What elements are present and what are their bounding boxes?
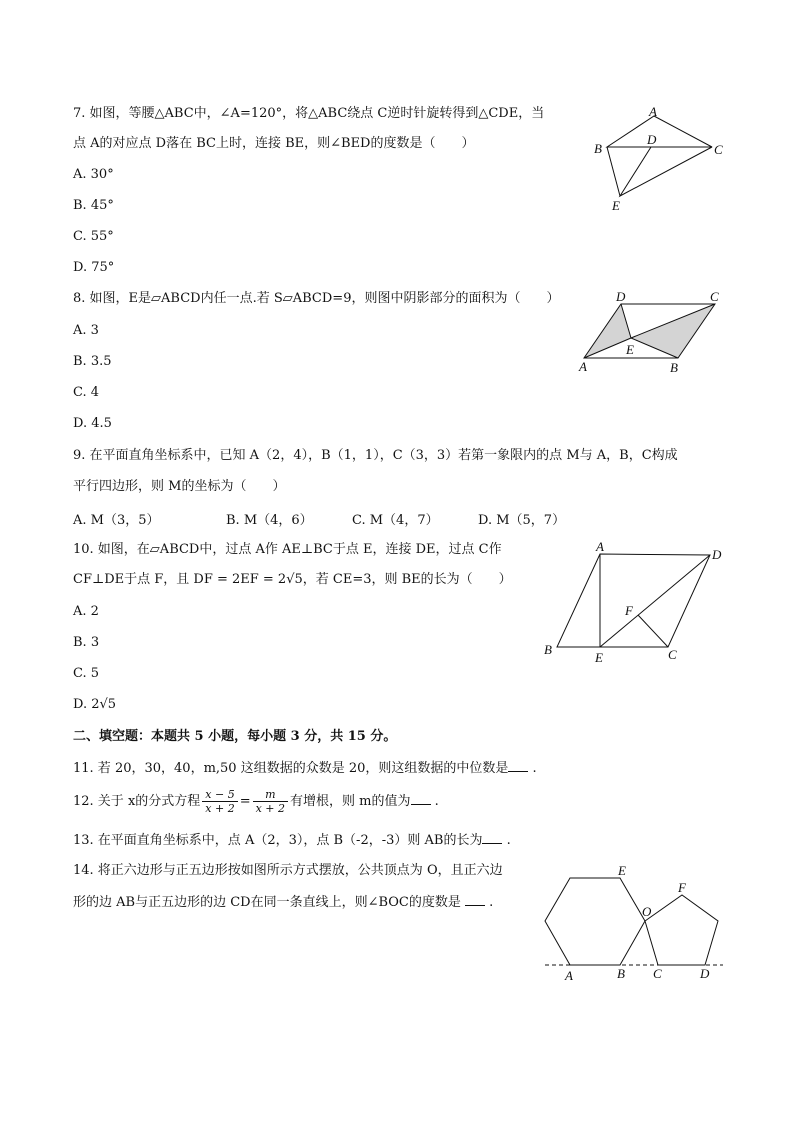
q14-period: . bbox=[489, 895, 494, 910]
q7-label-d: D bbox=[647, 132, 657, 147]
q14-stem-line2: 形的边 AB与正五边形的边 CD在同一条直线上，则∠BOC的度数是 bbox=[73, 895, 461, 910]
q10-label-b: B bbox=[544, 642, 552, 657]
q10-stem-line2: CF⊥DE于点 F，且 DF = 2EF = 2√5，若 CE=3，则 BE的长为（ ） bbox=[73, 572, 512, 587]
q8-option-c: C. 4 bbox=[73, 385, 100, 400]
q14-stem-line1: 14. 将正六边形与正五边形按如图所示方式摆放，公共顶点为 O，且正六边 bbox=[73, 863, 503, 878]
q8-label-e: E bbox=[626, 342, 634, 357]
q12-suffix: 有增根，则 m的值为 bbox=[290, 794, 411, 809]
q14-label-e: E bbox=[618, 863, 626, 878]
q10-segment-cf bbox=[638, 615, 668, 647]
q10-label-d: D bbox=[712, 547, 722, 562]
q11-answer-blank[interactable] bbox=[508, 759, 528, 772]
q9-stem-line1: 9. 在平面直角坐标系中，已知 A（2，4），B（1，1），C（3，3）若第一象限内的点 M与 A，B，C构成 bbox=[73, 448, 678, 463]
q8-label-a: A bbox=[579, 359, 587, 374]
q14-label-f: F bbox=[678, 880, 686, 895]
q8-label-d: D bbox=[616, 289, 626, 304]
q7-stem-line1: 7. 如图，等腰△ABC中，∠A=120°，将△ABC绕点 C逆时针旋转得到△CDE，当 bbox=[73, 106, 545, 121]
q14-label-c: C bbox=[653, 966, 662, 981]
q10-label-f: F bbox=[625, 603, 633, 618]
q8-shaded-ceb bbox=[631, 304, 715, 358]
q10-option-b: B. 3 bbox=[73, 635, 100, 650]
q12-fraction-left bbox=[202, 788, 237, 815]
q13-line bbox=[73, 831, 511, 850]
q10-option-d: D. 2√5 bbox=[73, 697, 117, 712]
q14-label-o: O bbox=[642, 904, 652, 919]
q12-line bbox=[73, 787, 439, 817]
q7-option-b: B. 45° bbox=[73, 198, 114, 213]
q7-label-e: E bbox=[612, 198, 620, 213]
q7-option-a: A. 30° bbox=[73, 167, 114, 182]
q7-stem-line2: 点 A的对应点 D落在 BC上时，连接 BE，则∠BED的度数是（ ） bbox=[73, 136, 475, 151]
q14-label-b: B bbox=[617, 966, 625, 981]
q11-line bbox=[73, 759, 537, 778]
q14-hexagon bbox=[545, 878, 645, 965]
q10-parallelogram bbox=[557, 554, 710, 647]
q8-label-c: C bbox=[710, 289, 719, 304]
q14-line2 bbox=[73, 893, 493, 912]
q12-equals: = bbox=[239, 794, 251, 809]
q9-option-d: D. M（5，7） bbox=[478, 513, 566, 528]
q12-denominator-right: x + 2 bbox=[255, 802, 286, 815]
q10-figure bbox=[540, 537, 730, 667]
q12-answer-blank[interactable] bbox=[411, 792, 431, 805]
q10-option-a: A. 2 bbox=[73, 604, 99, 619]
q10-option-c: C. 5 bbox=[73, 666, 100, 681]
q11-text: 11. 若 20，30，40，m,50 这组数据的众数是 20，则这组数据的中位数是 bbox=[73, 761, 509, 776]
q8-label-b: B bbox=[670, 360, 678, 375]
q7-option-c: C. 55° bbox=[73, 229, 114, 244]
q13-period: . bbox=[506, 833, 511, 848]
q8-option-d: D. 4.5 bbox=[73, 416, 112, 431]
q7-segment-be bbox=[607, 147, 620, 196]
q14-answer-blank[interactable] bbox=[465, 893, 485, 906]
q8-option-b: B. 3.5 bbox=[73, 354, 112, 369]
q13-text: 13. 在平面直角坐标系中，点 A（2，3），点 B（-2，-3）则 AB的长为 bbox=[73, 833, 483, 848]
q7-triangle-abc bbox=[607, 116, 712, 147]
q10-label-e: E bbox=[595, 650, 603, 665]
q14-pentagon bbox=[645, 895, 718, 965]
q8-option-a: A. 3 bbox=[73, 323, 99, 338]
q10-label-a: A bbox=[596, 539, 604, 554]
q12-numerator-left: x − 5 bbox=[202, 788, 237, 802]
q8-shaded-ade bbox=[584, 304, 631, 358]
q11-period: . bbox=[532, 761, 537, 776]
q14-label-d: D bbox=[700, 966, 710, 981]
q13-answer-blank[interactable] bbox=[482, 831, 502, 844]
q8-stem: 8. 如图，E是▱ABCD内任一点.若 S▱ABCD=9，则图中阴影部分的面积为（ ） bbox=[73, 291, 560, 306]
q12-period: . bbox=[434, 794, 439, 809]
q12-fraction-right bbox=[253, 788, 288, 815]
q7-label-b: B bbox=[594, 141, 602, 156]
q9-option-a: A. M（3，5） bbox=[73, 513, 160, 528]
q9-options bbox=[73, 509, 573, 527]
q7-triangle-cde bbox=[620, 147, 712, 196]
q9-option-b: B. M（4，6） bbox=[226, 513, 313, 528]
q7-option-d: D. 75° bbox=[73, 260, 115, 275]
q10-stem-line1: 10. 如图，在▱ABCD中，过点 A作 AE⊥BC于点 E，连接 DE，过点 C作 bbox=[73, 542, 502, 557]
q9-stem-line2: 平行四边形，则 M的坐标为（ ） bbox=[73, 479, 286, 494]
q7-label-a: A bbox=[649, 104, 657, 119]
q14-figure bbox=[540, 860, 735, 985]
q7-figure bbox=[590, 102, 730, 217]
q7-label-c: C bbox=[714, 142, 723, 157]
q10-label-c: C bbox=[668, 647, 677, 662]
q8-figure bbox=[575, 288, 725, 378]
q12-denominator-left: x + 2 bbox=[205, 802, 235, 815]
q9-option-c: C. M（4，7） bbox=[352, 513, 439, 528]
q14-label-a: A bbox=[565, 968, 573, 983]
section-heading-fill-in: 二、填空题：本题共 5 小题，每小题 3 分，共 15 分。 bbox=[73, 729, 397, 744]
q12-prefix: 12. 关于 x的分式方程 bbox=[73, 794, 201, 809]
q12-numerator-right: m bbox=[253, 788, 288, 802]
